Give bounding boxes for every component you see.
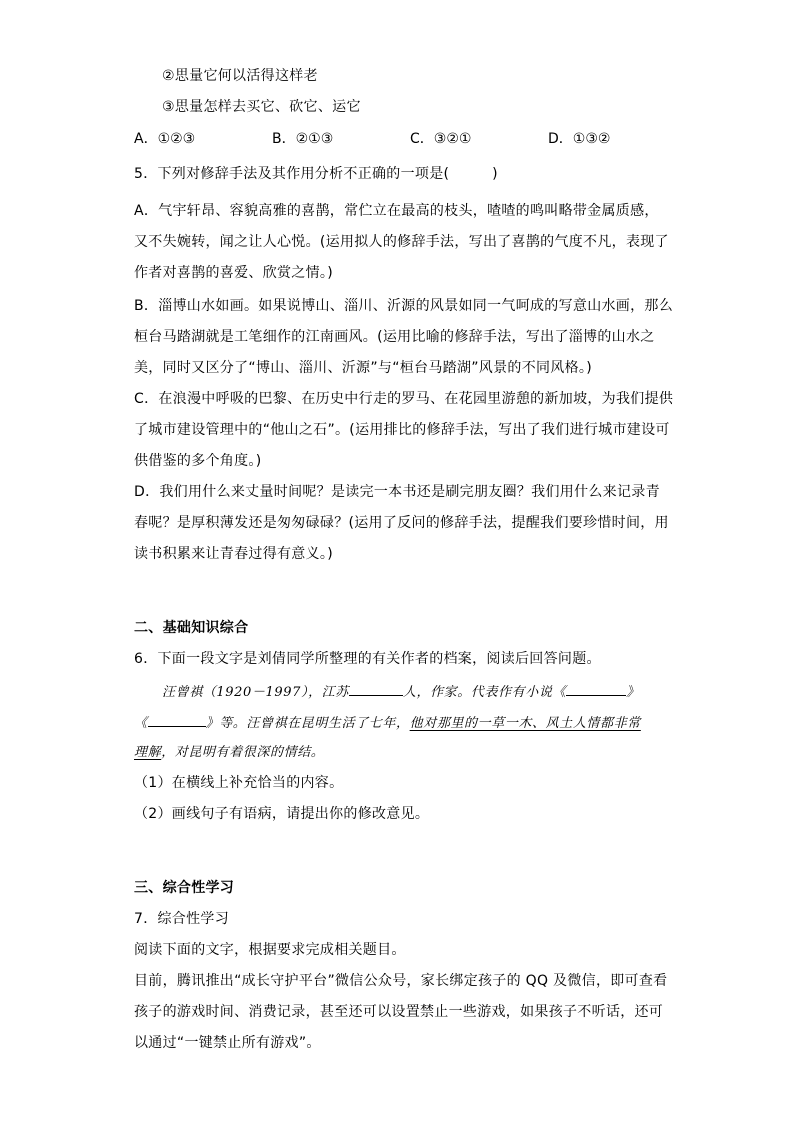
q5-option-c-line3: 供借鉴的多个角度。) bbox=[134, 453, 262, 469]
q5-option-d-line3: 读书积累来让青春过得有意义。) bbox=[134, 546, 333, 562]
underlined-sentence-part1: 他对那里的一草一木、风土人情都非常 bbox=[409, 716, 641, 731]
fill-blank-work-2[interactable] bbox=[148, 712, 206, 727]
q6-passage-text: 》等。汪曾祺在昆明生活了七年， bbox=[205, 716, 410, 731]
q7-text-line1: 目前，腾讯推出“成长守护平台”微信公众号，家长绑定孩子的 QQ 及微信，即可查看 bbox=[134, 973, 668, 989]
q5-option-a-line2: 又不失婉转，闻之让人心悦。(运用拟人的修辞手法，写出了喜鹊的气度不凡，表现了 bbox=[134, 234, 669, 250]
q5-option-a-line3: 作者对喜鹊的喜爱、欣赏之情。) bbox=[134, 265, 333, 281]
section-3-title: 三、综合性学习 bbox=[134, 880, 235, 896]
q6-passage-line2 bbox=[134, 712, 641, 734]
q5-option-a-line1: A．气宇轩昂、容貌高雅的喜鹊，常伫立在最高的枝头，喳喳的鸣叫略带金属质感， bbox=[134, 203, 659, 219]
q4-item-2: ②思量它何以活得这样老 bbox=[162, 68, 318, 84]
q5-option-d-line1: D．我们用什么来丈量时间呢？是读完一本书还是刷完朋友圈？我们用什么来记录青 bbox=[134, 484, 660, 500]
q4-option-a: A．①②③ bbox=[134, 131, 196, 147]
q5-option-b-line3: 美，同时又区分了“博山、淄川、沂源”与“桓台马踏湖”风景的不同风格。) bbox=[134, 360, 592, 376]
q6-passage-text: 人，作家。代表作有小说《 bbox=[402, 685, 567, 700]
q5-option-c-line1: C．在浪漫中呼吸的巴黎、在历史中行走的罗马、在花园里游憩的新加坡，为我们提供 bbox=[134, 391, 674, 407]
q6-stem: 6．下面一段文字是刘倩同学所整理的有关作者的档案，阅读后回答问题。 bbox=[134, 651, 601, 667]
q4-option-c: C．③②① bbox=[410, 131, 472, 147]
q5-option-b-line1: B．淄博山水如画。如果说博山、淄川、沂源的风景如同一气呵成的写意山水画，那么 bbox=[134, 298, 674, 314]
q7-text-line2: 孩子的游戏时间、消费记录，甚至还可以设置禁止一些游戏，如果孩子不听话，还可 bbox=[134, 1004, 664, 1020]
q6-passage-text: ，对昆明有着很深的情结。 bbox=[161, 745, 325, 760]
q7-text-line3: 以通过“一键禁止所有游戏”。 bbox=[134, 1035, 321, 1051]
q5-option-b-line2: 桓台马踏湖就是工笔细作的江南画风。(运用比喻的修辞手法，写出了淄博的山水之 bbox=[134, 329, 655, 345]
q6-subquestion-2: （2）画线句子有语病，请提出你的修改意见。 bbox=[134, 806, 430, 822]
q6-passage-text: 汪曾祺（1920－1997），江苏 bbox=[162, 685, 349, 700]
q7-stem: 7．综合性学习 bbox=[134, 911, 230, 927]
q6-passage-line1 bbox=[162, 681, 640, 703]
section-2-title: 二、基础知识综合 bbox=[134, 620, 249, 636]
q6-passage-text: 》 bbox=[626, 685, 640, 700]
q4-option-b: B．②①③ bbox=[272, 131, 334, 147]
q5-option-c-line2: 了城市建设管理中的“他山之石”。(运用排比的修辞手法，写出了我们进行城市建设可 bbox=[134, 422, 670, 438]
q6-subquestion-1: （1）在横线上补充恰当的内容。 bbox=[134, 775, 344, 791]
fill-blank-hometown[interactable] bbox=[349, 681, 403, 696]
q6-passage-text: 《 bbox=[134, 716, 148, 731]
q4-item-3: ③思量怎样去买它、砍它、运它 bbox=[162, 99, 361, 115]
q4-option-d: D．①③② bbox=[548, 131, 611, 147]
q6-passage-line3 bbox=[134, 743, 324, 763]
q5-option-d-line2: 春呢？是厚积薄发还是匆匆碌碌？(运用了反问的修辞手法，提醒我们要珍惜时间，用 bbox=[134, 515, 669, 531]
q7-intro: 阅读下面的文字，根据要求完成相关题目。 bbox=[134, 942, 406, 958]
q5-stem: 5．下列对修辞手法及其作用分析不正确的一项是( ) bbox=[134, 166, 498, 182]
fill-blank-work-1[interactable] bbox=[566, 681, 626, 696]
underlined-sentence-part2: 理解 bbox=[134, 745, 162, 760]
